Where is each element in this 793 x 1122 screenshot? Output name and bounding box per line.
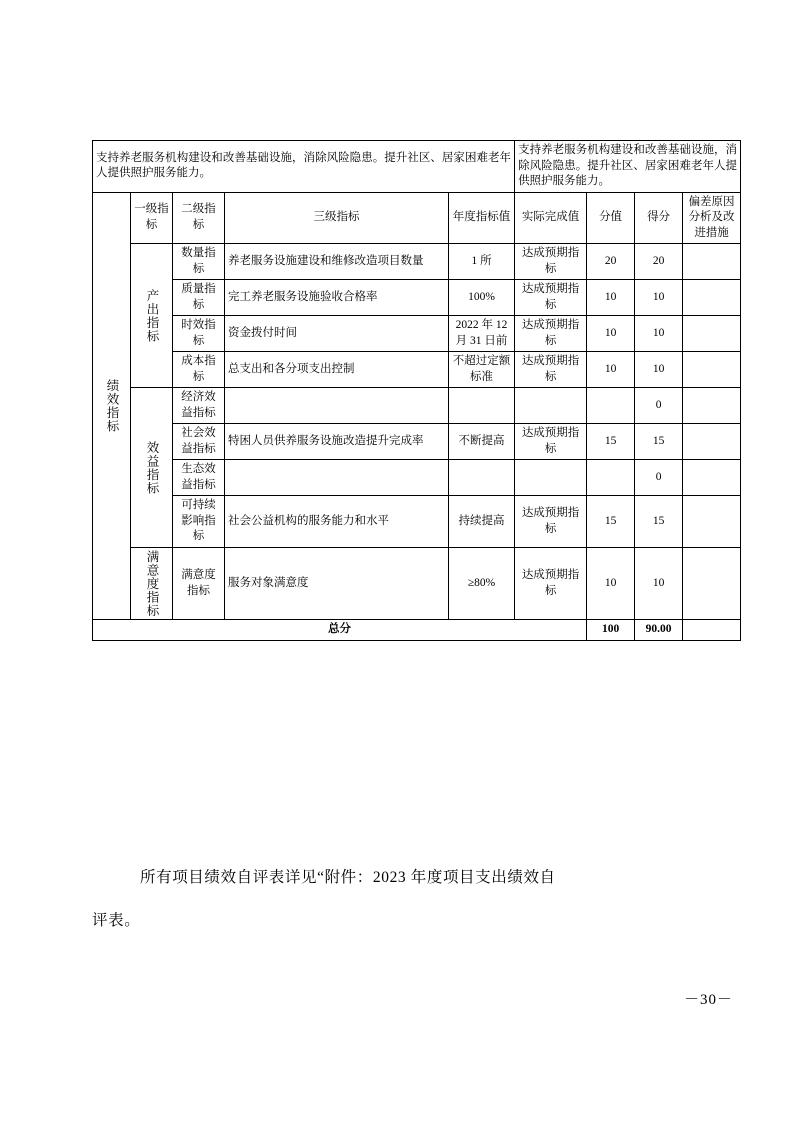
score-got: 0: [635, 388, 683, 424]
score-value: [587, 388, 635, 424]
deviation-note: [683, 460, 741, 496]
total-deviation: [683, 620, 741, 641]
deviation-note: [683, 547, 741, 620]
group-label-output: [131, 244, 173, 388]
level2-label: 满意度指标: [173, 547, 225, 620]
deviation-note: [683, 496, 741, 548]
level3-label: 资金拨付时间: [225, 316, 449, 352]
score-got: 15: [635, 424, 683, 460]
level2-label: 数量指标: [173, 244, 225, 280]
actual-value: 达成预期指标: [515, 496, 587, 548]
group-label-benefit-text: 效益指标: [144, 440, 159, 495]
closing-paragraph-line1: 所有项目绩效自评表详见“附件：2023 年度项目支出绩效自: [140, 869, 556, 886]
row-label-performance-text: 绩效指标: [104, 378, 119, 433]
table-row: [93, 352, 741, 388]
table-row: [93, 280, 741, 316]
actual-value: 达成预期指标: [515, 244, 587, 280]
level3-label: 完工养老服务设施验收合格率: [225, 280, 449, 316]
annual-target-value: 持续提高: [449, 496, 515, 548]
score-value: [587, 460, 635, 496]
header-score-value: 分值: [587, 192, 635, 244]
score-value: 10: [587, 352, 635, 388]
score-got: 10: [635, 280, 683, 316]
header-level3: 三级指标: [225, 192, 449, 244]
level2-label: 成本指标: [173, 352, 225, 388]
total-label: 总分: [93, 620, 587, 641]
deviation-note: [683, 424, 741, 460]
score-value: 10: [587, 547, 635, 620]
deviation-note: [683, 244, 741, 280]
group-label-benefit: [131, 388, 173, 548]
summary-goal-left: 支持养老服务机构建设和改善基础设施，消除风险隐患。提升社区、居家困难老年人提供照护服务能力。: [93, 141, 515, 193]
table-row-total: [93, 620, 741, 641]
table-row-summary: [93, 141, 741, 193]
level2-label: 可持续影响指标: [173, 496, 225, 548]
score-got: 0: [635, 460, 683, 496]
annual-target-value: [449, 460, 515, 496]
header-actual: 实际完成值: [515, 192, 587, 244]
deviation-note: [683, 280, 741, 316]
total-score-got: 90.00: [635, 620, 683, 641]
annual-target-value: [449, 388, 515, 424]
score-got: 10: [635, 547, 683, 620]
group-label-satisfaction: [131, 547, 173, 620]
level2-label: 时效指标: [173, 316, 225, 352]
page-number: －30－: [683, 992, 733, 1008]
annual-target-value: ≥80%: [449, 547, 515, 620]
performance-table-container: [92, 140, 740, 641]
group-label-output-text: 产出指标: [144, 288, 159, 343]
annual-target-value: 100%: [449, 280, 515, 316]
score-got: 15: [635, 496, 683, 548]
score-got: 10: [635, 316, 683, 352]
level3-label: [225, 460, 449, 496]
actual-value: 达成预期指标: [515, 352, 587, 388]
actual-value: 达成预期指标: [515, 316, 587, 352]
closing-paragraph-line2: 评表。: [92, 912, 141, 929]
level2-label: 生态效益指标: [173, 460, 225, 496]
annual-target-value: 不超过定额标准: [449, 352, 515, 388]
score-value: 20: [587, 244, 635, 280]
annual-target-value: 不断提高: [449, 424, 515, 460]
level3-label: [225, 388, 449, 424]
score-got: 10: [635, 352, 683, 388]
actual-value: 达成预期指标: [515, 547, 587, 620]
summary-goal-right: 支持养老服务机构建设和改善基础设施，消除风险隐患。提升社区、居家困难老年人提供照护服务能力。: [515, 141, 741, 193]
header-level2: 二级指标: [173, 192, 225, 244]
table-row: [93, 244, 741, 280]
score-value: 15: [587, 496, 635, 548]
actual-value: [515, 460, 587, 496]
header-deviation: 偏差原因分析及改进措施: [683, 192, 741, 244]
level3-label: 服务对象满意度: [225, 547, 449, 620]
level3-label: 总支出和各分项支出控制: [225, 352, 449, 388]
group-label-satisfaction-text: 满意度指标: [144, 549, 159, 618]
actual-value: [515, 388, 587, 424]
row-label-performance: [93, 192, 131, 620]
table-row: [93, 424, 741, 460]
level2-label: 经济效益指标: [173, 388, 225, 424]
deviation-note: [683, 316, 741, 352]
level3-label: 特困人员供养服务设施改造提升完成率: [225, 424, 449, 460]
table-row: [93, 388, 741, 424]
level3-label: 社会公益机构的服务能力和水平: [225, 496, 449, 548]
score-value: 15: [587, 424, 635, 460]
header-annual-target: 年度指标值: [449, 192, 515, 244]
table-row: [93, 316, 741, 352]
score-got: 20: [635, 244, 683, 280]
table-row: [93, 460, 741, 496]
table-row: [93, 496, 741, 548]
table-row: [93, 547, 741, 620]
annual-target-value: 1 所: [449, 244, 515, 280]
level2-label: 质量指标: [173, 280, 225, 316]
level3-label: 养老服务设施建设和维修改造项目数量: [225, 244, 449, 280]
actual-value: 达成预期指标: [515, 280, 587, 316]
total-score-value: 100: [587, 620, 635, 641]
score-value: 10: [587, 280, 635, 316]
performance-indicator-table: [92, 140, 741, 641]
deviation-note: [683, 388, 741, 424]
table-header-row: [93, 192, 741, 244]
annual-target-value: 2022 年 12 月 31 日前: [449, 316, 515, 352]
actual-value: 达成预期指标: [515, 424, 587, 460]
deviation-note: [683, 352, 741, 388]
header-score-got: 得分: [635, 192, 683, 244]
score-value: 10: [587, 316, 635, 352]
level2-label: 社会效益指标: [173, 424, 225, 460]
header-level1: 一级指标: [131, 192, 173, 244]
